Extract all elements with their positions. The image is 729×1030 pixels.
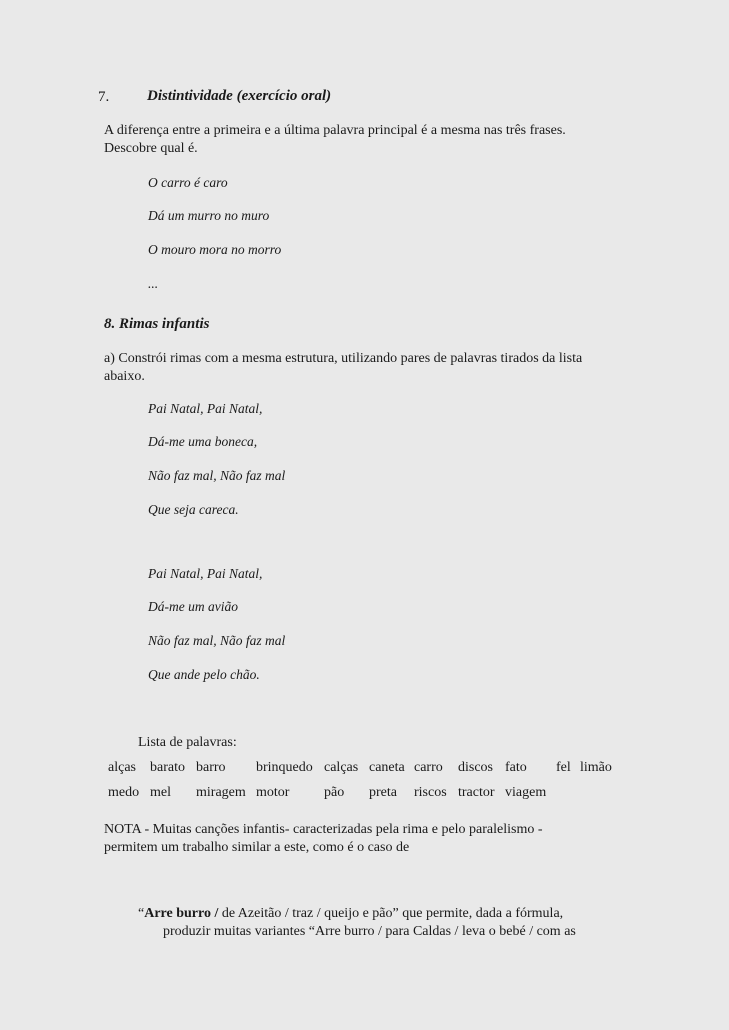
example-ellipsis: ... [148, 276, 159, 291]
verse-line: Não faz mal, Não faz mal [148, 468, 286, 483]
word-list-item: tractor [458, 785, 495, 800]
word-list-item: pão [324, 785, 345, 800]
word-list-item: calças [324, 760, 359, 775]
word-list-item: barro [196, 760, 226, 775]
verse-line: Que seja careca. [148, 502, 239, 517]
section-8-instruction-line1: a) Constrói rimas com a mesma estrutura, utilizando pares de palavras tirados da lista [104, 351, 583, 366]
word-list-item: miragem [196, 785, 246, 800]
verse-line: Dá-me uma boneca, [148, 434, 258, 449]
word-list-item: discos [458, 760, 493, 775]
example-sentence: Dá um murro no muro [148, 208, 270, 223]
verse-line: Pai Natal, Pai Natal, [148, 566, 263, 581]
section-8-instruction-line2: abaixo. [104, 369, 145, 384]
word-list-item: viagem [505, 785, 547, 800]
quote-open-mark: “ [138, 906, 145, 921]
section-8-title: 8. Rimas infantis [104, 316, 210, 332]
quote-line1-rest: de Azeitão / traz / queijo e pão” que permite, dada a fórmula, [218, 906, 564, 921]
word-list-item: medo [108, 785, 140, 800]
section-7-number: 7. [98, 89, 110, 105]
word-list-item: carro [414, 760, 443, 775]
verse-line: Pai Natal, Pai Natal, [148, 401, 263, 416]
word-list-item: preta [369, 785, 397, 800]
word-list-item: fel [556, 760, 571, 775]
quote-bold-phrase: Arre burro / [144, 906, 219, 921]
word-list-label: Lista de palavras: [138, 735, 237, 750]
word-list-item: motor [256, 785, 290, 800]
word-list-item: alças [108, 760, 136, 775]
verse-line: Dá-me um avião [148, 599, 238, 614]
word-list-item: riscos [414, 785, 447, 800]
section-7-instruction-line1: A diferença entre a primeira e a última palavra principal é a mesma nas três frases. [104, 123, 566, 138]
verse-line: Não faz mal, Não faz mal [148, 633, 286, 648]
word-list-item: caneta [369, 760, 405, 775]
word-list-item: barato [150, 760, 185, 775]
quote-line1 [138, 906, 563, 922]
note-line1: NOTA - Muitas canções infantis- caracterizadas pela rima e pelo paralelismo - [104, 822, 543, 837]
note-line2: permitem um trabalho similar a este, como é o caso de [104, 840, 410, 855]
word-list-item: fato [505, 760, 527, 775]
example-sentence: O carro é caro [148, 175, 228, 190]
quote-line2: produzir muitas variantes “Arre burro / para Caldas / leva o bebé / com as [163, 924, 576, 939]
verse-line: Que ande pelo chão. [148, 667, 260, 682]
section-7-title: Distintividade (exercício oral) [147, 88, 332, 104]
section-7-instruction-line2: Descobre qual é. [104, 141, 198, 156]
example-sentence: O mouro mora no morro [148, 242, 282, 257]
word-list-item: limão [580, 760, 612, 775]
word-list-item: brinquedo [256, 760, 313, 775]
word-list-item: mel [150, 785, 171, 800]
